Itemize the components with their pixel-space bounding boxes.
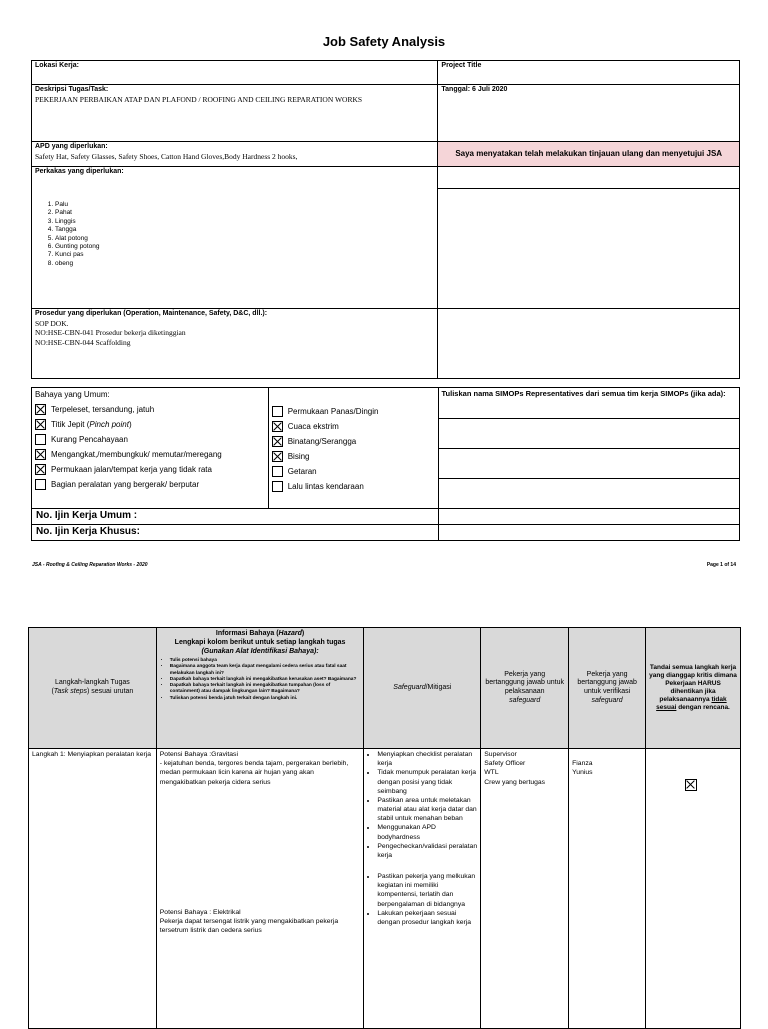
- header-info-line1: Informasi Bahaya (: [215, 630, 279, 637]
- checkbox-empty-icon[interactable]: [272, 406, 283, 417]
- hazard-check-item[interactable]: [35, 417, 265, 432]
- hazard-label: Permukaan jalan/tempat kerja yang tidak rata: [51, 464, 212, 474]
- hazard-label: Mengangkat,/membungkuk/ memutar/meregang: [51, 449, 222, 459]
- hazard-check-item[interactable]: [35, 462, 265, 477]
- hazard2-title: Potensi Bahaya : Elektrikal: [159, 908, 241, 916]
- simops-label: Tuliskan nama SIMOPs Representatives dari semua tim kerja SIMOPs (jika ada):: [439, 388, 739, 419]
- project-title-label: Project Title: [441, 62, 482, 69]
- list-item: 2. Pahat: [55, 209, 434, 217]
- checkbox-checked-icon[interactable]: [272, 436, 283, 447]
- mitigasi-cell: [364, 749, 481, 1029]
- deskripsi-label: Deskripsi Tugas/Task:: [35, 86, 109, 93]
- hazard-label: Bising: [287, 451, 310, 461]
- simops-cell: [438, 388, 739, 509]
- step-cell: Langkah 1: Menyiapkan peralatan kerja: [29, 749, 157, 1029]
- prosedur-cell: [32, 309, 438, 379]
- list-item: 8. obeng: [55, 260, 434, 268]
- perkakas-label: Perkakas yang diperlukan:: [35, 168, 124, 175]
- bahaya-label: Bahaya yang Umum:: [35, 390, 110, 399]
- hazard-label: Kurang Pencahayaan: [51, 434, 128, 444]
- header-pj-pelaksanaan: [481, 628, 569, 749]
- pelaksana-cell: [481, 749, 569, 1029]
- pelaksana-item: Safety Officer: [484, 760, 526, 768]
- simops-row: [439, 449, 739, 479]
- pelaksana-item: Supervisor: [484, 751, 517, 758]
- header-tandai-end: dengan rencana.: [676, 704, 730, 712]
- hazard-table: [31, 387, 740, 541]
- apd-value: Safety Hat, Safety Glasses, Safety Shoes, Catton Hand Gloves,Body Hardness 2 hooks,: [35, 151, 298, 161]
- verifikasi-item: Yunius: [572, 769, 593, 777]
- ijin-kerja-khusus: No. Ijin Kerja Khusus:: [32, 525, 439, 541]
- header-pj-verifikasi: [569, 628, 646, 749]
- pelaksana-item: WTL: [484, 769, 499, 777]
- project-title-cell: [438, 61, 740, 85]
- hazard-label: Binatang/Serangga: [287, 436, 357, 446]
- hazard-check-item[interactable]: [35, 402, 265, 417]
- checkbox-checked-icon[interactable]: [272, 451, 283, 462]
- hazard-check-item[interactable]: [272, 434, 435, 449]
- mitigasi-list-1: [367, 750, 477, 860]
- hazard-label: Getaran: [287, 466, 317, 476]
- hazard-left-cell: [32, 388, 269, 509]
- header-tandai-label: Tandai semua langkah kerja yang dianggap kritis dimana Pekerjaan HARUS dihentikan jika pelaksanaannya: [649, 663, 737, 704]
- hazard-check-item[interactable]: [35, 432, 265, 447]
- list-item: • Tulis potensi bahaya: [170, 658, 361, 664]
- hazard-label: Terpeleset, tersandung, jatuh: [51, 404, 155, 414]
- hazard-right-cell: [268, 388, 438, 509]
- list-item: • Menyiapkan checklist peralatan kerja: [377, 750, 477, 768]
- ijin-umum-value: [438, 509, 739, 525]
- prosedur-label: Prosedur yang diperlukan (Operation, Maintenance, Safety, D&C, dll.):: [35, 310, 268, 317]
- checkbox-empty-icon[interactable]: [35, 434, 46, 445]
- ijin-kerja-umum: No. Ijin Kerja Umum :: [32, 509, 439, 525]
- tanggal-value: Tanggal: 6 Juli 2020: [441, 86, 508, 93]
- lokasi-label: Lokasi Kerja:: [35, 62, 79, 69]
- signature-cell-2: [438, 189, 740, 309]
- verifikasi-cell: [569, 749, 646, 1029]
- header-info-line2: Lengkapi kolom berikut untuk setiap langkah tugas: [174, 638, 346, 646]
- hazard-check-item[interactable]: [272, 419, 435, 434]
- list-item: 4. Tangga: [55, 226, 434, 234]
- list-item: 5. Alat potong: [55, 235, 434, 243]
- signature-cell-1: [438, 167, 740, 189]
- jsa-form-table: [31, 60, 740, 379]
- hazard2-text: Pekerja dapat tersengat listrik yang mengakibatkan pekerja tersetrum listrik dan cedera serius: [159, 917, 339, 935]
- hazard-check-item[interactable]: [272, 479, 435, 494]
- verifikasi-item: Fianza: [572, 760, 593, 767]
- simops-row: [439, 479, 739, 508]
- header-info-bullets: [160, 658, 361, 702]
- header-pj-verifikasi-italic: safeguard: [591, 696, 623, 704]
- prosedur-line: NO:HSE-CBN-041 Prosedur bekerja diketinggian: [35, 328, 186, 338]
- header-steps-suffix: sesuai urutan: [89, 688, 134, 695]
- signature-cell-3: [438, 309, 740, 379]
- header-tandai: [646, 628, 741, 749]
- hazard1-title: Potensi Bahaya :Gravitasi: [159, 751, 238, 758]
- checkbox-checked-icon[interactable]: [35, 419, 46, 430]
- header-steps: Langkah-langkah Tugas (Task steps) sesuai urutan: [29, 628, 157, 749]
- header-info-line3: (Gunakan Alat Identifikasi Bahaya):: [201, 647, 319, 655]
- list-item: • Pastikan area untuk meletakan material atau alat kerja datar dan stabil untuk menahan beban: [377, 796, 477, 824]
- checkbox-checked-icon[interactable]: [685, 779, 697, 791]
- header-pj-pelaksanaan-italic: safeguard: [509, 696, 541, 704]
- prosedur-line: NO:HSE-CBN-044 Scaffolding: [35, 337, 131, 347]
- checkbox-checked-icon[interactable]: [35, 404, 46, 415]
- list-item: • Menggunakan APD bodyhardness: [377, 823, 477, 841]
- hazard-check-item[interactable]: [272, 404, 435, 419]
- hazard1-text: - kejatuhan benda, tergores benda tajam, pergerakan berlebih, medan permukaan licin karena air hujan yang akan mengakibatkan pekerja cidera serius: [159, 760, 349, 786]
- checkbox-checked-icon[interactable]: [272, 421, 283, 432]
- hazard-info-cell: [156, 749, 364, 1029]
- list-item: 1. Palu: [55, 201, 434, 209]
- header-pj-verifikasi-label: Pekerja yang bertanggung jawab untuk verifikasi: [577, 670, 637, 695]
- header-steps-italic: Task steps: [53, 688, 87, 695]
- checkbox-empty-icon[interactable]: [35, 479, 46, 490]
- hazard-check-item[interactable]: [272, 464, 435, 479]
- perkakas-list: [35, 201, 434, 269]
- mitigasi-list-2: [367, 872, 477, 927]
- hazard-label: Lalu lintas kendaraan: [287, 481, 364, 491]
- tanggal-cell: [438, 85, 740, 142]
- header-hazard-info: [156, 628, 364, 749]
- hazard-label-italic: Pinch point: [89, 419, 129, 429]
- apd-cell: [32, 142, 438, 167]
- list-item: • Tidak menumpuk peralatan kerja dengan posisi yang tidak seimbang: [377, 768, 477, 796]
- list-item: • Bagaimana anggota team kerja dapat mengalami cedera serius atau fatal saat melakukan langkah ini?: [170, 664, 361, 676]
- list-item: • Pastikan pekerja yang melkukan kegiatan ini memiliki kompentensi, terlatih dan berpengalaman di bidangnya: [377, 872, 477, 909]
- header-info-hazard: Hazard: [278, 630, 302, 637]
- table-header-row: [29, 628, 741, 749]
- table-row: [29, 749, 741, 1029]
- checkbox-empty-icon[interactable]: [272, 466, 283, 477]
- header-safeguard: [364, 628, 481, 749]
- page-footer-left: JSA - Roofing & Ceiling Reparation Works - 2020: [32, 562, 148, 568]
- critical-step-cell: [646, 749, 741, 1029]
- hazard-check-item[interactable]: [272, 449, 435, 464]
- apd-label: APD yang diperlukan:: [35, 143, 108, 150]
- ijin-khusus-value: [438, 525, 739, 541]
- hazard-check-item[interactable]: [35, 447, 265, 462]
- header-tandai-underline: tidak sesuai: [656, 696, 727, 712]
- review-statement: Saya menyatakan telah melakukan tinjauan ulang dan menyetujui JSA: [438, 142, 740, 167]
- hazard-label-suffix: ): [128, 419, 132, 429]
- page-number: Page 1 of 14: [706, 562, 736, 568]
- list-item: 3. Linggis: [55, 218, 434, 226]
- list-item: 7. Kunci pas: [55, 251, 434, 259]
- header-steps-label: Langkah-langkah Tugas: [55, 679, 130, 687]
- prosedur-line: SOP DOK.: [35, 318, 69, 328]
- header-pj-pelaksanaan-label: Pekerja yang bertanggung jawab untuk pelaksanaan: [485, 670, 564, 695]
- hazard-label: Permukaan Panas/Dingin: [287, 406, 379, 416]
- hazard-label: Bagian peralatan yang bergerak/ berputar: [51, 479, 200, 489]
- pelaksana-item: Crew yang bertugas: [484, 778, 546, 786]
- document-title: Job Safety Analysis: [322, 34, 446, 49]
- hazard-label: Cuaca ekstrim: [287, 421, 339, 431]
- header-info-line1-end: ): [301, 630, 305, 637]
- lokasi-cell: [32, 61, 438, 85]
- checkbox-empty-icon[interactable]: [272, 481, 283, 492]
- list-item: • Tuliskan potensi benda jatuh terkait dengan langkah ini.: [170, 696, 361, 702]
- jsa-steps-table: [28, 627, 741, 1029]
- list-item: • Lakukan pekerjaan sesuai dengan prosedur langkah kerja: [377, 909, 477, 927]
- simops-row: [439, 419, 739, 449]
- deskripsi-value: PEKERJAAN PERBAIKAN ATAP DAN PLAFOND / ROOFING AND CEILING REPARATION WORKS: [35, 94, 363, 104]
- checkbox-checked-icon[interactable]: [35, 449, 46, 460]
- hazard-label: Titik Jepit (: [51, 419, 90, 429]
- list-item: • Dapatkah bahaya terkait langkah ini mengakibatkan tumpahan (loss of containment) atau dampak lingkungan lain? Bagaimana?: [170, 683, 361, 695]
- list-item: • Dapatkah bahaya terkait langkah ini mengakibatkan kerusakan aset? Bagaimana?: [170, 677, 361, 683]
- checkbox-checked-icon[interactable]: [35, 464, 46, 475]
- deskripsi-cell: [32, 85, 438, 142]
- header-safeguard-italic: Safeguard: [393, 683, 426, 691]
- list-item: 6. Gunting potong: [55, 243, 434, 251]
- header-safeguard-suffix: /Mitigasi: [425, 683, 452, 691]
- list-item: • Pengecheckan/validasi peralatan kerja: [377, 842, 477, 860]
- perkakas-cell: [32, 167, 438, 309]
- hazard-check-item[interactable]: [35, 477, 265, 492]
